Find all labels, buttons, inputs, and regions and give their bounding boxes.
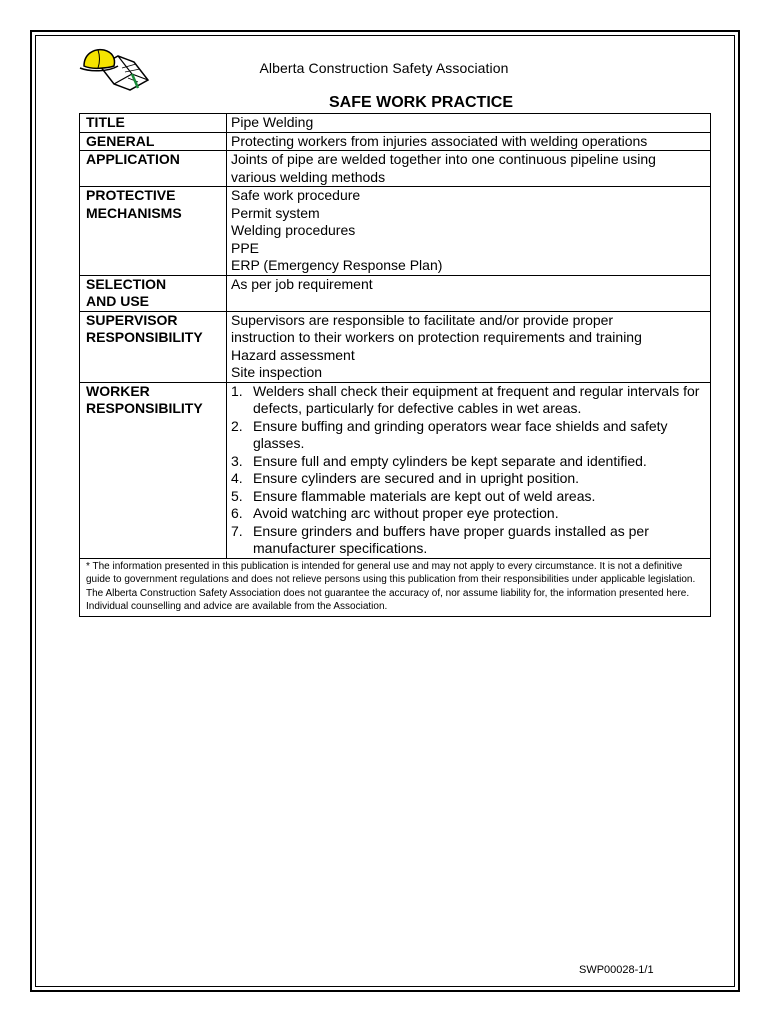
application-line: various welding methods (231, 168, 386, 185)
label-line: SUPERVISOR (86, 311, 178, 328)
label-line: WORKER (86, 382, 150, 399)
list-item: ERP (Emergency Response Plan) (231, 257, 443, 273)
document-title: SAFE WORK PRACTICE (329, 94, 513, 111)
row-value-worker-responsibility (227, 382, 711, 558)
table-row-protective-mechanisms (80, 187, 711, 276)
table-row-worker-responsibility (80, 382, 711, 558)
label-line: PROTECTIVE (86, 187, 176, 203)
step-text: Avoid watching arc without proper eye protection. (253, 505, 559, 521)
table-row-general (80, 132, 711, 151)
row-label-protective-mechanisms (80, 187, 227, 276)
list-item: Safe work procedure (231, 187, 361, 203)
step-number: 5. (231, 487, 243, 504)
step-text: Welders shall check their equipment at frequent and regular intervals for defects, particularly for defective cables in wet areas. (253, 382, 700, 416)
list-item (231, 470, 707, 488)
label-line: RESPONSIBILITY (86, 400, 203, 416)
supervisor-line: Site inspection (231, 364, 323, 380)
row-label-application: APPLICATION (80, 151, 227, 187)
list-item: Permit system (231, 204, 320, 221)
table-row-disclaimer (80, 558, 711, 616)
step-number: 3. (231, 452, 243, 469)
application-line: Joints of pipe are welded together into one continuous pipeline using (231, 151, 656, 167)
row-label-title: TITLE (80, 114, 227, 133)
list-item (231, 418, 707, 453)
supervisor-line: instruction to their workers on protection requirements and training (231, 329, 642, 345)
list-item: PPE (231, 239, 260, 256)
table-row-application (80, 151, 711, 187)
step-number: 7. (231, 522, 243, 539)
step-number: 1. (231, 382, 243, 399)
label-line: RESPONSIBILITY (86, 329, 203, 345)
row-value-supervisor-responsibility (227, 311, 711, 382)
list-item (231, 523, 707, 558)
label-line: AND USE (86, 293, 150, 309)
row-value-general: Protecting workers from injuries associated with welding operations (227, 132, 711, 151)
list-item (231, 488, 707, 506)
label-line: SELECTION (86, 275, 167, 292)
row-label-supervisor-responsibility (80, 311, 227, 382)
list-item (231, 453, 707, 471)
list-item: Welding procedures (231, 222, 356, 238)
row-label-worker-responsibility (80, 382, 227, 558)
step-text: Ensure grinders and buffers have proper guards installed as per manufacturer specifications. (253, 522, 649, 556)
row-label-selection-and-use (80, 275, 227, 311)
organization-name: Alberta Construction Safety Association (259, 60, 509, 76)
document-code: SWP00028-1/1 (579, 964, 654, 976)
step-number: 2. (231, 417, 243, 434)
row-label-general: GENERAL (80, 132, 227, 151)
step-text: Ensure buffing and grinding operators wear face shields and safety glasses. (253, 417, 668, 451)
list-item (231, 383, 707, 418)
list-item (231, 505, 707, 523)
supervisor-line: Hazard assessment (231, 346, 355, 363)
step-text: Ensure flammable materials are kept out of weld areas. (253, 487, 596, 504)
row-value-selection-and-use: As per job requirement (227, 275, 711, 311)
table-row-selection-and-use (80, 275, 711, 311)
supervisor-line: Supervisors are responsible to facilitate and/or provide proper (231, 311, 614, 328)
row-value-protective-mechanisms (227, 187, 711, 276)
label-line: MECHANISMS (86, 204, 182, 221)
row-value-title: Pipe Welding (227, 114, 711, 133)
step-text: Ensure full and empty cylinders be kept separate and identified. (253, 452, 647, 469)
table-row-supervisor-responsibility (80, 311, 711, 382)
step-number: 6. (231, 505, 243, 521)
step-number: 4. (231, 470, 243, 486)
worker-steps-list (231, 383, 707, 558)
safe-work-practice-table (79, 113, 711, 617)
row-value-application (227, 151, 711, 187)
step-text: Ensure cylinders are secured and in upright position. (253, 470, 580, 486)
table-row-title (80, 114, 711, 133)
disclaimer-text: * The information presented in this publication is intended for general use and may not apply to every circumstance. It is not a definitive guide to government regulations and does not relieve persons using this publication from their responsibilities under applicable legislation. The Alberta Construction Safety Association does not guarantee the accuracy of, nor assume liability for, the information presented here. Individual counselling and advice are available from the Association. (80, 558, 711, 616)
